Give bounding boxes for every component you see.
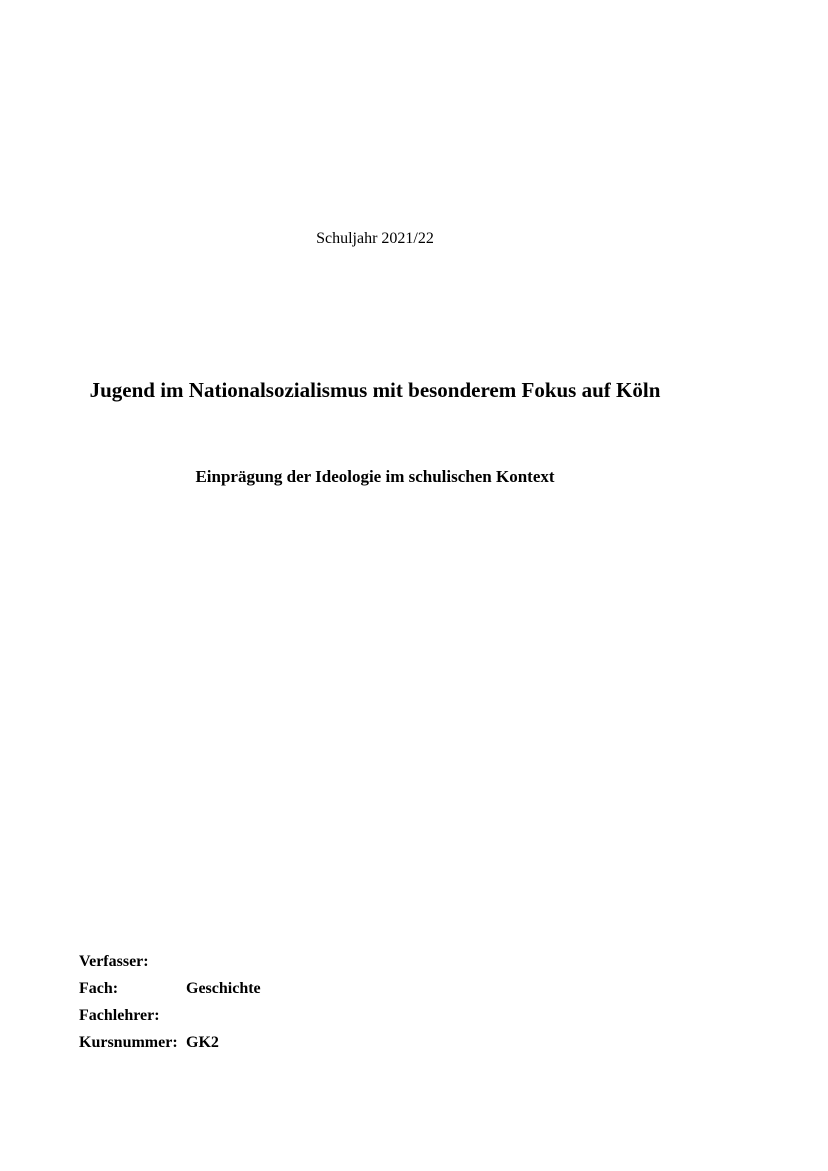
document-title: Jugend im Nationalsozialismus mit besonderem Fokus auf Köln bbox=[89, 378, 661, 402]
meta-row-subject bbox=[79, 978, 261, 1005]
subject-label: Fach: bbox=[79, 980, 119, 997]
author-info-block bbox=[79, 951, 261, 1059]
meta-row-author bbox=[79, 951, 261, 978]
author-label: Verfasser: bbox=[79, 953, 149, 970]
subject-value: Geschichte bbox=[186, 980, 261, 997]
meta-row-course bbox=[79, 1032, 261, 1059]
course-number-value: GK2 bbox=[186, 1034, 219, 1051]
document-subtitle: Einprägung der Ideologie im schulischen Kontext bbox=[195, 467, 555, 486]
teacher-label: Fachlehrer: bbox=[79, 1007, 160, 1024]
school-year: Schuljahr 2021/22 bbox=[316, 230, 434, 247]
course-number-label: Kursnummer: bbox=[79, 1034, 178, 1051]
meta-row-teacher bbox=[79, 1005, 261, 1032]
